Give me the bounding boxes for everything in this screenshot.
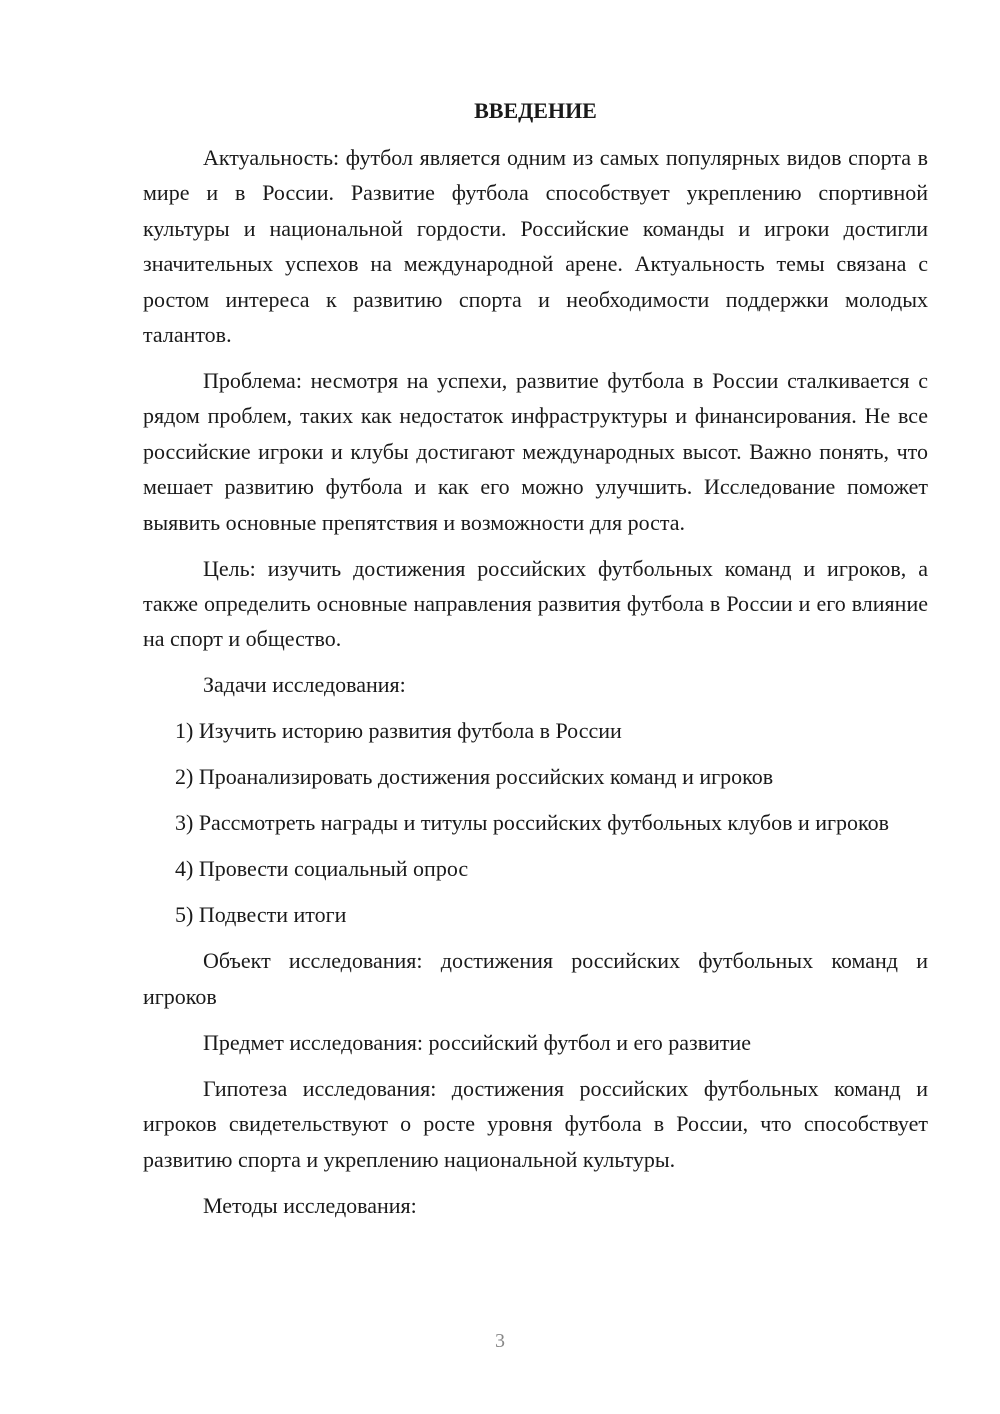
relevance-paragraph: Актуальность: футбол является одним из самых популярных видов спорта в мире и в России. Развитие футбола способствует укреплению спортивной культуры и национальной гордости. Российские команды и игроки достигли значительных успехов на международной арене. Актуальность темы связана с ростом интереса к развитию спорта и необходимости поддержки молодых талантов.: [143, 145, 928, 348]
tasks-heading: Задачи исследования:: [203, 672, 406, 698]
text-body: [143, 94, 928, 1234]
task-item-5: 5) Подвести итоги: [175, 902, 347, 928]
task-item-1: 1) Изучить историю развития футбола в России: [175, 718, 622, 744]
page-number: 3: [495, 1330, 505, 1352]
problem-paragraph: Проблема: несмотря на успехи, развитие футбола в России сталкивается с рядом проблем, таких как недостаток инфраструктуры и финансирования. Не все российские игроки и клубы достигают международных высот. Важно понять, что мешает развитию футбола и как его можно улучшить. Исследование поможет выявить основные препятствия и возможности для роста.: [143, 368, 928, 535]
section-heading: ВВЕДЕНИЕ: [474, 98, 597, 123]
hypothesis-paragraph: Гипотеза исследования: достижения российских футбольных команд и игроков свидетельствуют о росте уровня футбола в России, что способствует развитию спорта и укреплению национальной культуры.: [143, 1075, 928, 1172]
goal-paragraph: Цель: изучить достижения российских футбольных команд и игроков, а также определить основные направления развития футбола в России и его влияние на спорт и общество.: [143, 555, 928, 652]
research-object-paragraph: Объект исследования: достижения российских футбольных команд и игроков: [143, 948, 928, 1009]
task-item-3: 3) Рассмотреть награды и титулы российских футбольных клубов и игроков: [175, 810, 889, 836]
research-subject-paragraph: Предмет исследования: российский футбол и его развитие: [203, 1029, 752, 1055]
task-item-2: 2) Проанализировать достижения российских команд и игроков: [175, 764, 774, 790]
methods-paragraph: Методы исследования:: [203, 1192, 417, 1218]
task-item-4: 4) Провести социальный опрос: [175, 856, 469, 882]
